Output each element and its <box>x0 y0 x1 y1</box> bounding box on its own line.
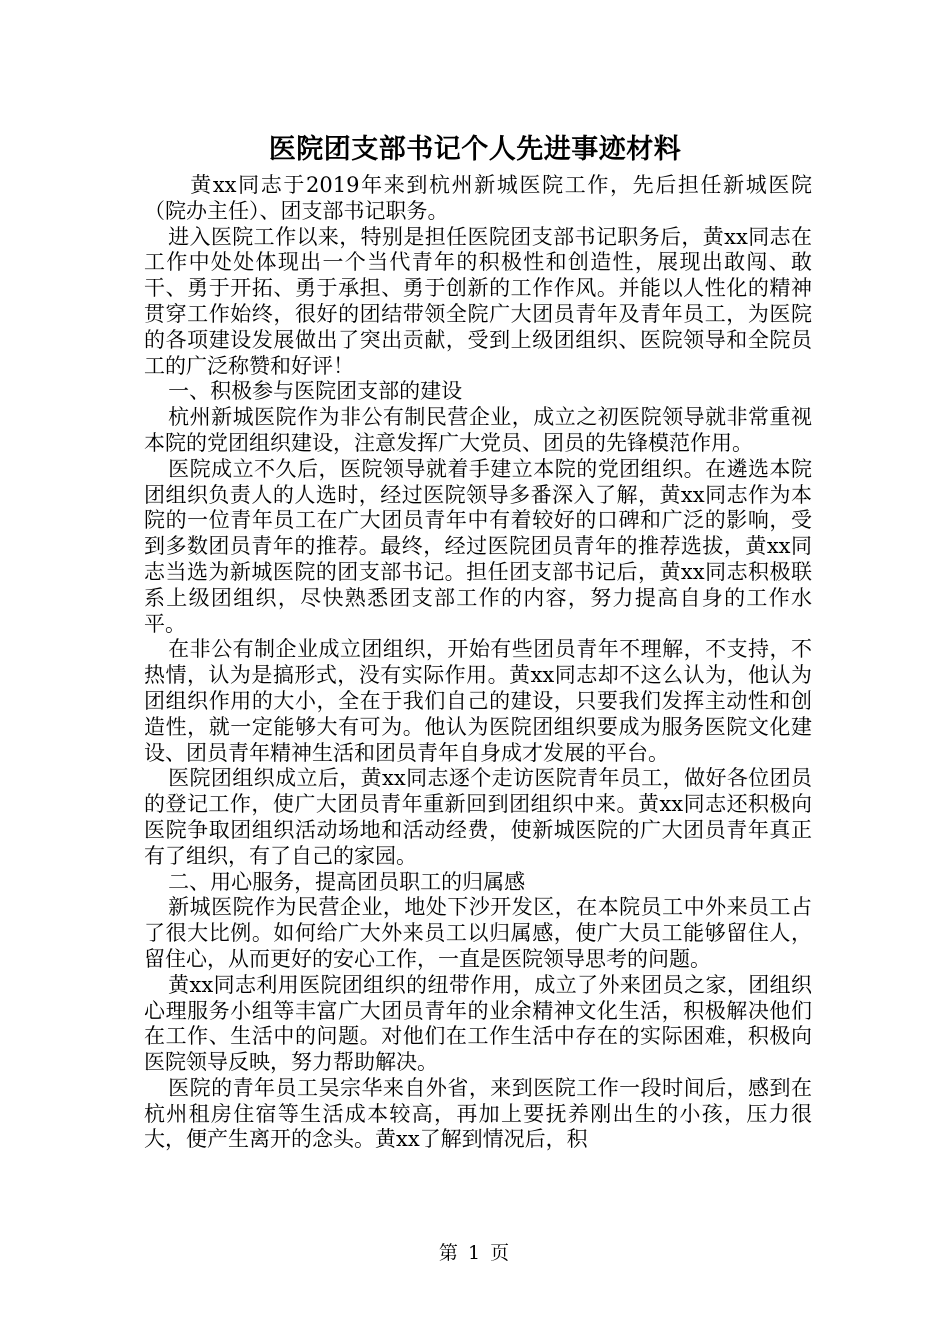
paragraph: 杭州新城医院作为非公有制民营企业，成立之初医院领导就非常重视本院的党团组织建设，注意发挥广大党员、团员的先锋模范作用。 <box>144 405 812 455</box>
paragraph: 医院的青年员工吴宗华来自外省，来到医院工作一段时间后，感到在杭州租房住宿等生活成本较高，再加上要抚养刚出生的小孩，压力很大，便产生离开的念头。黄xx了解到情况后，积 <box>144 1075 812 1152</box>
section-heading-2: 二、用心服务，提高团员职工的归属感 <box>168 869 526 894</box>
paragraph: 进入医院工作以来，特别是担任医院团支部书记职务后，黄xx同志在工作中处处体现出一个当代青年的积极性和创造性，展现出敢闯、敢干、勇于开拓、勇于承担、勇于创新的工作作风。并能以人性化的精神贯穿工作始终，很好的团结带领全院广大团员青年及青年员工，为医院的各项建设发展做出了突出贡献，受到上级团组织、医院领导和全院员工的广泛称赞和好评！ <box>144 224 812 378</box>
paragraph: 新城医院作为民营企业，地处下沙开发区，在本院员工中外来员工占了很大比例。如何给广大外来员工以归属感，使广大员工能够留住人，留住心，从而更好的安心工作，一直是医院领导思考的问题。 <box>144 895 812 971</box>
paragraph: 医院成立不久后，医院领导就着手建立本院的党团组织。在遴选本院团组织负责人的人选时，经过医院领导多番深入了解，黄xx同志作为本院的一位青年员工在广大团员青年中有着较好的口碑和广泛的影响，受到多数团员青年的推荐。最终，经过医院团员青年的推荐选拔，黄xx同志当选为新城医院的团支部书记。担任团支部书记后，黄xx同志积极联系上级团组织，尽快熟悉团支部工作的内容，努力提高自身的工作水平。 <box>144 456 812 636</box>
document-title: 医院团支部书记个人先进事迹材料 <box>268 134 682 165</box>
paragraph: 医院团组织成立后，黄xx同志逐个走访医院青年员工，做好各位团员的登记工作，使广大团员青年重新回到团组织中来。黄xx同志还积极向医院争取团组织活动场地和活动经费，使新城医院的广大团员青年真正有了组织，有了自己的家园。 <box>144 766 812 868</box>
paragraph: 在非公有制企业成立团组织，开始有些团员青年不理解，不支持，不热情，认为是搞形式，没有实际作用。黄xx同志却不这么认为，他认为团组织作用的大小，全在于我们自己的建设，只要我们发挥主动性和创造性，就一定能够大有可为。他认为医院团组织要成为服务医院文化建设、团员青年精神生活和团员青年自身成才发展的平台。 <box>144 637 812 765</box>
section-heading-1: 一、积极参与医院团支部的建设 <box>168 379 463 404</box>
paragraph-intro: 黄xx同志于2019年来到杭州新城医院工作，先后担任新城医院（院办主任）、团支部书记职务。 <box>144 173 812 223</box>
document-body <box>144 173 812 1153</box>
page-number-footer: 第 1 页 <box>438 1242 512 1264</box>
paragraph: 黄xx同志利用医院团组织的纽带作用，成立了外来团员之家，团组织心理服务小组等丰富广大团员青年的业余精神文化生活，积极解决他们在工作、生活中的问题。对他们在工作生活中存在的实际困难，积极向医院领导反映，努力帮助解决。 <box>144 972 812 1075</box>
